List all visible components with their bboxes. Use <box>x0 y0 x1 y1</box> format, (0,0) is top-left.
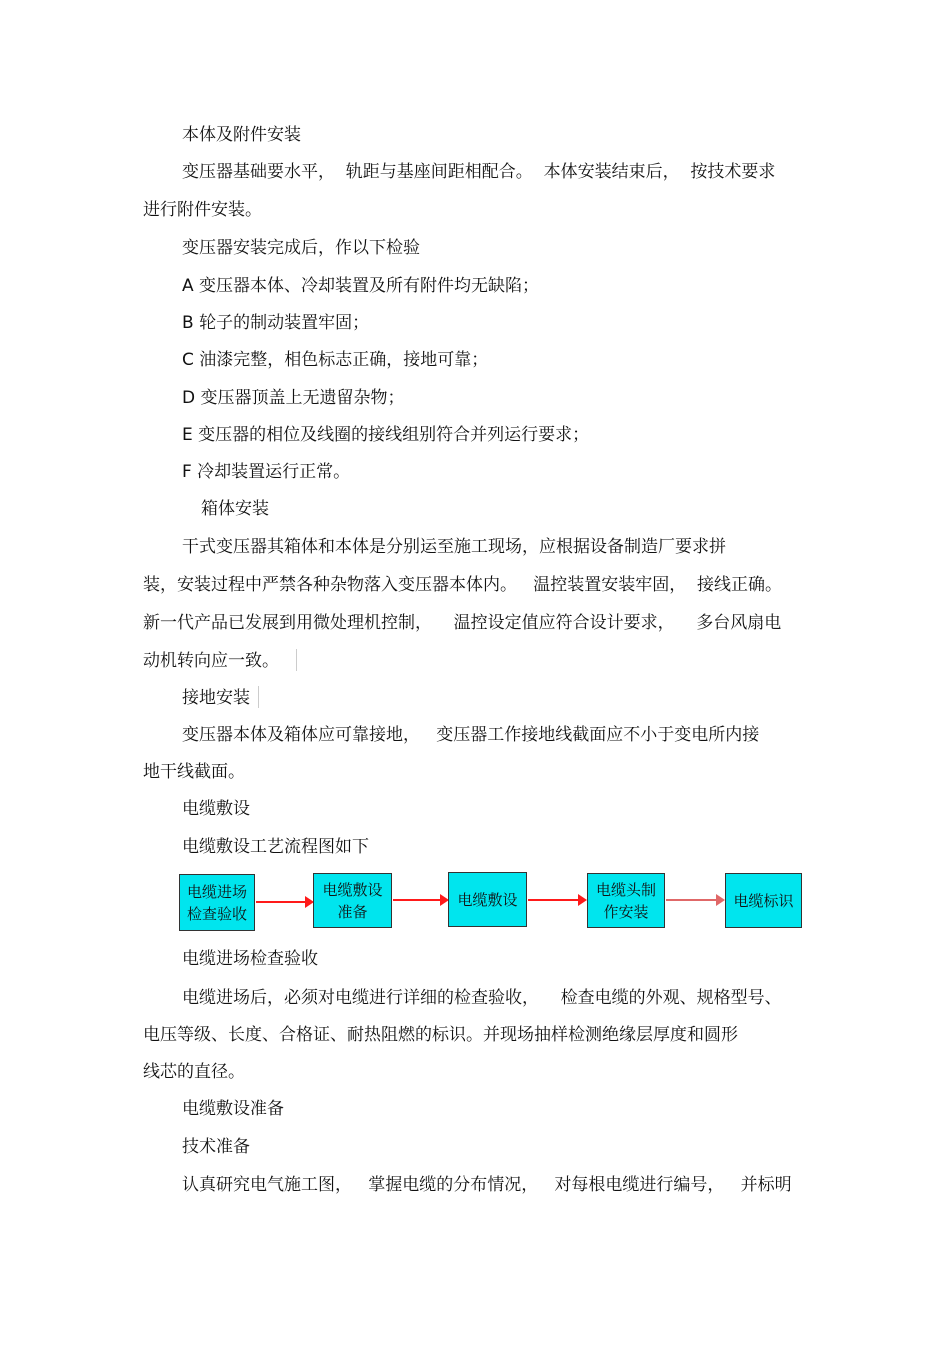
flow-step-cable-laying: 电缆敷设 <box>448 872 527 927</box>
paragraph-line: 动机转向应一致。 <box>143 651 279 671</box>
paragraph-line: 变压器安装完成后，作以下检验 <box>182 238 420 258</box>
paragraph-line: 装，安装过程中严禁各种杂物落入变压器本体内。 温控装置安装牢固， 接线正确。 <box>143 575 783 595</box>
paragraph-line: 认真研究电气施工图， 掌握电缆的分布情况， 对每根电缆进行编号， 并标明 <box>182 1175 792 1195</box>
paragraph-line: 电压等级、长度、合格证、耐热阻燃的标识。并现场抽样检测绝缘层厚度和圆形 <box>143 1025 738 1045</box>
paragraph-line: 变压器基础要水平， 轨距与基座间距相配合。 本体安装结束后， 按技术要求 <box>182 162 776 182</box>
flow-arrow <box>528 899 585 901</box>
paragraph-line: 进行附件安装。 <box>143 200 262 220</box>
paragraph-line: 新一代产品已发展到用微处理机控制， 温控设定值应符合设计要求， 多台风扇电 <box>143 613 782 633</box>
flow-step-cable-inspection: 电缆进场 检查验收 <box>179 874 255 931</box>
list-item: B 轮子的制动装置牢固； <box>182 313 370 333</box>
heading-enclosure: 箱体安装 <box>201 499 269 519</box>
heading-body-accessories: 本体及附件安装 <box>182 125 301 145</box>
heading-cable-laying: 电缆敷设 <box>182 799 250 819</box>
list-item: A 变压器本体、冷却装置及所有附件均无缺陷； <box>182 276 540 296</box>
paragraph-line: 地干线截面。 <box>143 762 245 782</box>
list-item: C 油漆完整，相色标志正确，接地可靠； <box>182 350 489 370</box>
list-item: F 冷却装置运行正常。 <box>182 462 351 482</box>
flow-step-laying-preparation: 电缆敷设 准备 <box>313 873 392 928</box>
flow-arrow <box>256 901 312 903</box>
list-item: D 变压器顶盖上无遗留杂物； <box>182 388 405 408</box>
flow-step-cable-marking: 电缆标识 <box>725 873 802 928</box>
text-cursor-mark <box>258 686 259 708</box>
paragraph-line: 电缆进场后，必须对电缆进行详细的检查验收， 检查电缆的外观、规格型号、 <box>182 988 782 1008</box>
flow-arrow <box>393 899 447 901</box>
paragraph-line: 线芯的直径。 <box>143 1062 245 1082</box>
text-cursor-mark <box>296 649 297 671</box>
paragraph-line: 电缆敷设工艺流程图如下 <box>182 837 369 857</box>
paragraph-line: 干式变压器其箱体和本体是分别运至施工现场，应根据设备制造厂要求拼 <box>182 537 726 557</box>
heading-grounding: 接地安装 <box>182 688 250 708</box>
list-item: E 变压器的相位及线圈的接线组别符合并列运行要求； <box>182 425 590 445</box>
paragraph-line: 变压器本体及箱体应可靠接地， 变压器工作接地线截面应不小于变电所内接 <box>182 725 760 745</box>
flow-step-cable-head-installation: 电缆头制 作安装 <box>587 873 665 928</box>
flow-arrow <box>666 899 723 901</box>
heading-technical-preparation: 技术准备 <box>182 1137 250 1157</box>
heading-cable-inspection: 电缆进场检查验收 <box>182 949 318 969</box>
heading-laying-preparation: 电缆敷设准备 <box>182 1099 284 1119</box>
